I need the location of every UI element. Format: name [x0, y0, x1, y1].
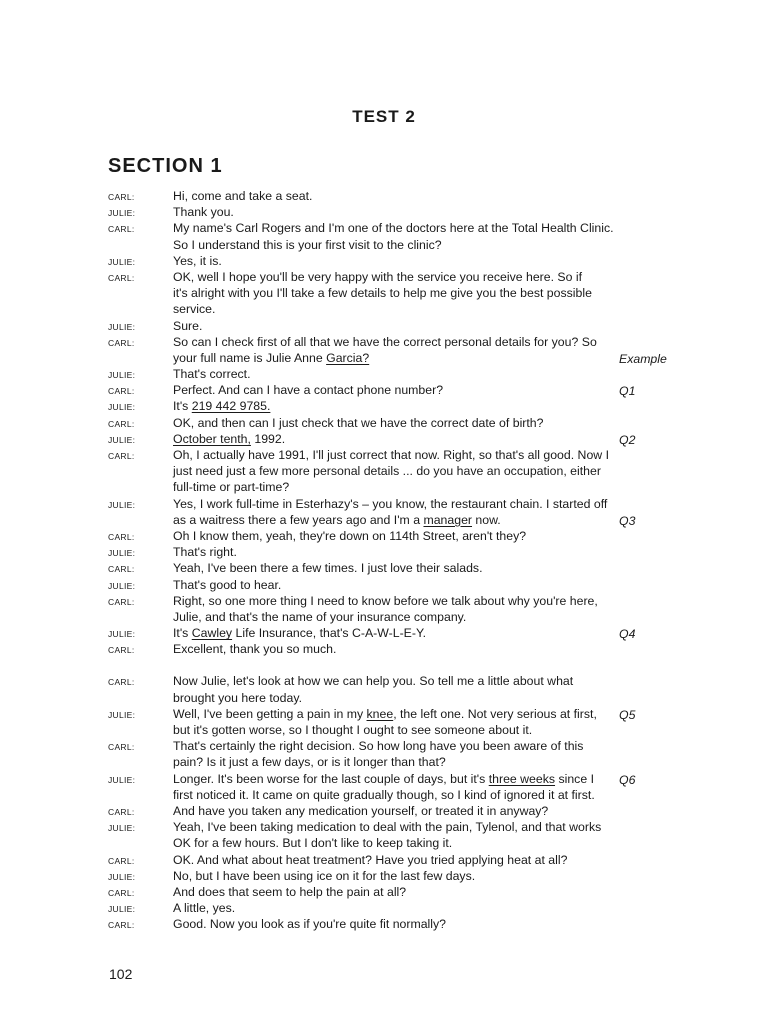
speaker-label: JULIE:	[108, 774, 136, 785]
dialogue-text	[173, 738, 583, 754]
speaker-label: CARL:	[108, 855, 135, 866]
dialogue-text	[173, 819, 601, 835]
dialogue-text-part: Life Insurance, that's C-A-W-L-E-Y.	[232, 626, 427, 641]
dialogue-text-part: Yes, it is.	[173, 253, 222, 268]
transcript-line	[0, 577, 768, 593]
transcript	[0, 188, 768, 932]
dialogue-text-part: your full name is Julie Anne	[173, 350, 327, 365]
transcript-line	[0, 900, 768, 916]
transcript-line	[0, 593, 768, 609]
speaker-label: JULIE:	[108, 208, 136, 219]
dialogue-text-part: just need just a few more personal details ... do you have an occupation, either	[173, 464, 601, 479]
transcript-line	[0, 868, 768, 884]
speaker-label: CARL:	[108, 742, 135, 753]
speaker-label: CARL:	[108, 677, 135, 688]
transcript-line	[0, 706, 768, 722]
transcript-line	[0, 463, 768, 479]
dialogue-text	[173, 916, 446, 932]
dialogue-text-part: 1992.	[250, 431, 286, 446]
dialogue-text-part: Well, I've been getting a pain in my	[173, 706, 367, 721]
page-number: 102	[109, 966, 133, 982]
dialogue-text	[173, 334, 597, 350]
dialogue-text	[173, 398, 270, 414]
dialogue-text	[173, 673, 573, 689]
speaker-label: JULIE:	[108, 321, 136, 332]
speaker-label: CARL:	[108, 920, 135, 931]
speaker-label: CARL:	[108, 272, 135, 283]
dialogue-text	[173, 382, 443, 398]
transcript-line	[0, 285, 768, 301]
question-marker: Q3	[619, 513, 636, 528]
transcript-line	[0, 803, 768, 819]
dialogue-text-part: OK. And what about heat treatment? Have you tried applying heat at all?	[173, 852, 568, 867]
dialogue-text	[173, 463, 601, 479]
dialogue-text	[173, 447, 609, 463]
transcript-line	[0, 479, 768, 495]
dialogue-text-part: as a waitress there a few years ago and I'm a	[173, 512, 424, 527]
dialogue-text-part: That's right.	[173, 545, 237, 560]
test-title: TEST 2	[352, 107, 416, 126]
dialogue-text	[173, 803, 548, 819]
speaker-label: CARL:	[108, 531, 135, 542]
dialogue-text-part: Oh I know them, yeah, they're down on 114th Street, aren't they?	[173, 528, 527, 543]
transcript-line	[0, 512, 768, 528]
dialogue-text	[173, 641, 336, 657]
transcript-line	[0, 609, 768, 625]
dialogue-text-part: OK, well I hope you'll be very happy with the service you receive here. So if	[173, 269, 583, 284]
dialogue-text	[173, 415, 544, 431]
answer-underlined: manager	[423, 512, 473, 527]
speaker-label: JULIE:	[108, 499, 136, 510]
speaker-label: CARL:	[108, 337, 135, 348]
dialogue-text-part: since I	[555, 771, 594, 786]
speaker-label: JULIE:	[108, 434, 136, 445]
speaker-label: JULIE:	[108, 580, 136, 591]
transcript-line	[0, 771, 768, 787]
section-title: SECTION 1	[108, 155, 223, 177]
answer-underlined: October tenth,	[173, 431, 251, 446]
speaker-label: CARL:	[108, 887, 135, 898]
dialogue-text-part: Yes, I work full-time in Esterhazy's – you know, the restaurant chain. I started off	[173, 496, 608, 511]
transcript-line	[0, 447, 768, 463]
speaker-label: JULIE:	[108, 871, 136, 882]
dialogue-text	[173, 852, 567, 868]
transcript-line	[0, 835, 768, 851]
dialogue-text-part: Sure.	[173, 318, 203, 333]
dialogue-text-part: Right, so one more thing I need to know before we talk about why you're here,	[173, 593, 598, 608]
speaker-label: JULIE:	[108, 904, 136, 915]
speaker-label: CARL:	[108, 564, 135, 575]
dialogue-text-part: A little, yes.	[173, 901, 236, 916]
dialogue-text	[173, 253, 222, 269]
dialogue-text	[173, 884, 406, 900]
speaker-label: CARL:	[108, 451, 135, 461]
transcript-line	[0, 350, 768, 366]
transcript-line	[0, 188, 768, 204]
dialogue-text-part: No, but I have been using ice on it for the last few days.	[173, 868, 476, 883]
dialogue-text-part: That's good to hear.	[173, 577, 282, 592]
transcript-line	[0, 738, 768, 754]
dialogue-text	[173, 269, 582, 285]
transcript-line	[0, 204, 768, 220]
dialogue-text	[173, 706, 597, 722]
dialogue-text	[173, 366, 251, 382]
dialogue-text-part: , the left one. Not very serious at first,	[393, 706, 597, 721]
answer-underlined: knee	[366, 706, 394, 721]
transcript-line	[0, 819, 768, 835]
dialogue-text	[173, 787, 595, 803]
dialogue-text-part: but it's gotten worse, so I thought I ought to see someone about it.	[173, 723, 533, 737]
dialogue-text-part: full-time or part-time?	[173, 480, 290, 495]
transcript-line	[0, 220, 768, 236]
dialogue-text-part: now.	[472, 512, 501, 527]
transcript-line	[0, 641, 768, 657]
transcript-line	[0, 301, 768, 317]
speaker-label: JULIE:	[108, 256, 136, 267]
speaker-label: JULIE:	[108, 709, 136, 720]
dialogue-text-part: OK, and then can I just check that we have the correct date of birth?	[173, 415, 544, 430]
answer-underlined: Garcia?	[326, 350, 370, 365]
dialogue-text-part: Longer. It's been worse for the last couple of days, but it's	[173, 771, 489, 786]
transcript-line	[0, 787, 768, 803]
transcript-line	[0, 415, 768, 431]
question-marker: Q6	[619, 772, 636, 787]
dialogue-text	[173, 771, 594, 787]
dialogue-text	[173, 528, 526, 544]
dialogue-text-part: Perfect. And can I have a contact phone number?	[173, 383, 444, 398]
transcript-line	[0, 690, 768, 706]
speaker-label: CARL:	[108, 645, 135, 656]
speaker-label: JULIE:	[108, 402, 136, 413]
dialogue-text	[173, 593, 598, 609]
dialogue-text	[173, 318, 202, 334]
speaker-label: JULIE:	[108, 629, 136, 640]
dialogue-text	[173, 350, 369, 366]
speaker-label: CARL:	[108, 224, 135, 235]
transcript-line	[0, 754, 768, 770]
dialogue-text-part: So I understand this is your first visit to the clinic?	[173, 237, 442, 252]
dialogue-text-part: And have you taken any medication yourself, or treated it in anyway?	[173, 803, 549, 818]
answer-underlined: 219 442 9785.	[191, 399, 271, 414]
dialogue-text-part: Oh, I actually have 1991, I'll just correct that now. Right, so that's all good. Now I	[173, 448, 609, 462]
transcript-line	[0, 560, 768, 576]
transcript-line	[0, 431, 768, 447]
speaker-label: CARL:	[108, 192, 135, 202]
dialogue-text	[173, 690, 302, 706]
transcript-line	[0, 544, 768, 560]
dialogue-text	[173, 285, 592, 301]
dialogue-text	[173, 237, 442, 253]
dialogue-text-part: My name's Carl Rogers and I'm one of the doctors here at the Total Health Clinic.	[173, 221, 614, 236]
dialogue-text-part: first noticed it. It came on quite gradually though, so I kind of ignored it at first.	[173, 787, 595, 802]
dialogue-text	[173, 900, 235, 916]
dialogue-text-part: It's	[173, 399, 192, 414]
dialogue-text	[173, 625, 426, 641]
dialogue-text-part: service.	[173, 302, 216, 317]
dialogue-text-part: Thank you.	[173, 205, 234, 220]
speaker-label: CARL:	[108, 806, 135, 817]
dialogue-text-part: So can I check first of all that we have the correct personal details for you? So	[173, 334, 597, 349]
dialogue-text-part: Yeah, I've been taking medication to deal with the pain, Tylenol, and that works	[173, 820, 602, 835]
transcript-line	[0, 366, 768, 382]
transcript-line	[0, 528, 768, 544]
dialogue-text	[173, 220, 614, 236]
transcript-line	[0, 269, 768, 285]
dialogue-text	[173, 301, 215, 317]
question-marker: Q5	[619, 707, 636, 722]
speaker-label: JULIE:	[108, 823, 136, 834]
dialogue-text-part: Julie, and that's the name of your insurance company.	[173, 609, 467, 624]
transcript-line	[0, 625, 768, 641]
dialogue-text-part: And does that seem to help the pain at all?	[173, 884, 407, 899]
transcript-line	[0, 318, 768, 334]
transcript-line	[0, 916, 768, 932]
transcript-line	[0, 398, 768, 414]
dialogue-text	[173, 188, 312, 204]
question-marker: Example	[619, 351, 667, 366]
dialogue-text-part: Yeah, I've been there a few times. I just love their salads.	[173, 561, 483, 576]
dialogue-text-part: it's alright with you I'll take a few details to help me give you the best possible	[173, 286, 592, 301]
dialogue-text	[173, 496, 607, 512]
dialogue-text	[173, 835, 452, 851]
question-marker: Q1	[619, 384, 636, 399]
transcript-line	[0, 253, 768, 269]
dialogue-text	[173, 431, 285, 447]
dialogue-text	[173, 868, 475, 884]
dialogue-text	[173, 609, 466, 625]
speaker-label: JULIE:	[108, 548, 136, 559]
dialogue-text-part: Good. Now you look as if you're quite fit normally?	[173, 917, 447, 932]
dialogue-text	[173, 722, 532, 738]
dialogue-text-part: brought you here today.	[173, 690, 302, 705]
dialogue-text	[173, 577, 281, 593]
speaker-label: CARL:	[108, 596, 135, 607]
transcript-line	[0, 884, 768, 900]
dialogue-text-part: That's certainly the right decision. So how long have you been aware of this	[173, 739, 584, 754]
question-marker: Q4	[619, 627, 636, 642]
dialogue-text	[173, 479, 289, 495]
dialogue-text	[173, 544, 237, 560]
dialogue-text-part: That's correct.	[173, 367, 251, 382]
dialogue-text-part: It's	[173, 626, 192, 641]
dialogue-text-part: pain? Is it just a few days, or is it longer than that?	[173, 755, 446, 770]
transcript-line	[0, 334, 768, 350]
dialogue-text	[173, 204, 234, 220]
dialogue-text	[173, 512, 501, 528]
transcript-line	[0, 673, 768, 689]
transcript-line	[0, 237, 768, 253]
transcript-line	[0, 852, 768, 868]
dialogue-text-part: Excellent, thank you so much.	[173, 642, 337, 657]
answer-underlined: Cawley	[191, 626, 233, 641]
dialogue-text-part: Now Julie, let's look at how we can help you. So tell me a little about what	[173, 674, 574, 689]
dialogue-text	[173, 560, 483, 576]
question-marker: Q2	[619, 432, 636, 447]
transcript-line	[0, 496, 768, 512]
dialogue-text-part: Hi, come and take a seat.	[173, 189, 313, 203]
speaker-label: CARL:	[108, 418, 135, 429]
answer-underlined: three weeks	[488, 771, 556, 786]
dialogue-text	[173, 754, 446, 770]
transcript-line	[0, 382, 768, 398]
transcript-line	[0, 722, 768, 738]
speaker-label: CARL:	[108, 386, 135, 397]
dialogue-text-part: OK for a few hours. But I don't like to keep taking it.	[173, 836, 453, 851]
speaker-label: JULIE:	[108, 370, 136, 381]
